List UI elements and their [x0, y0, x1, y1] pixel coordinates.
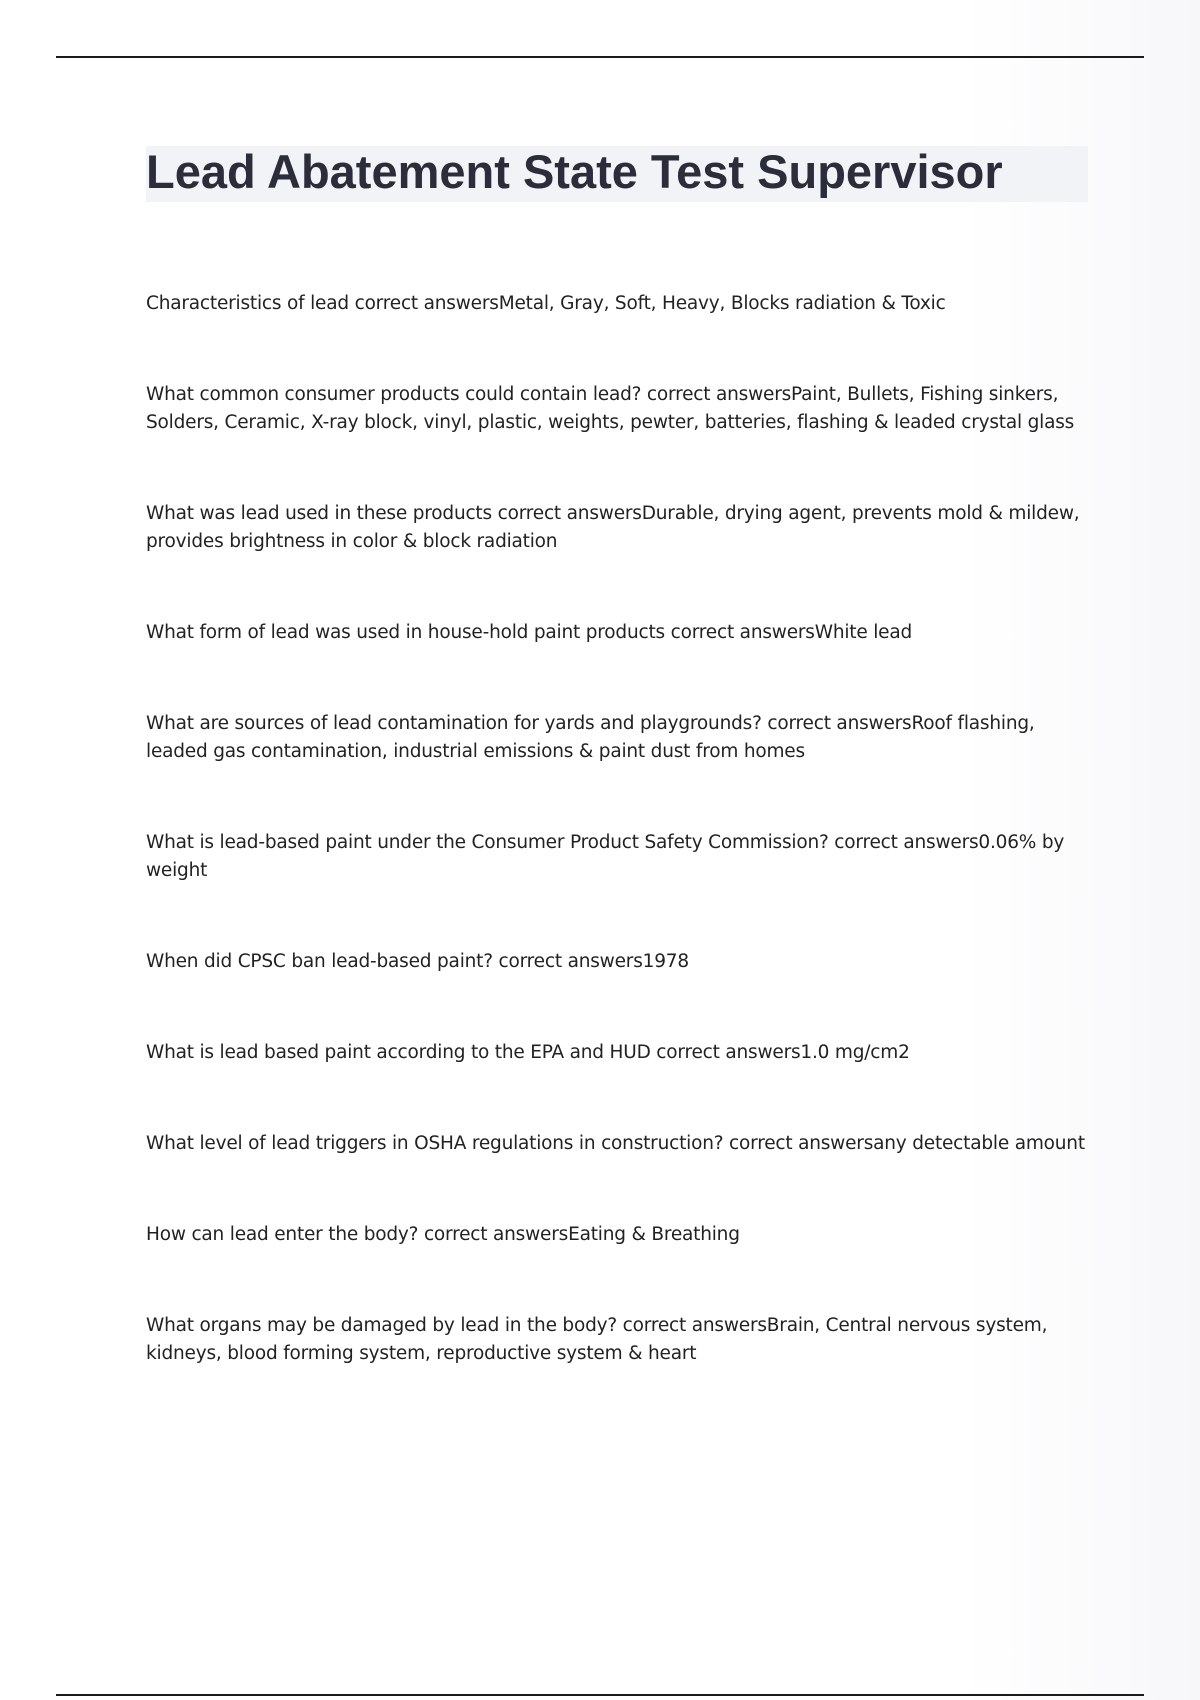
- qa-item: What form of lead was used in house-hold paint products correct answersWhite lead: [146, 622, 913, 643]
- qa-list: [146, 290, 1096, 1368]
- qa-item: What was lead used in these products correct answersDurable, drying agent, prevents mold & mildew, provides brightness in color & block radiation: [146, 503, 1080, 552]
- qa-item: What level of lead triggers in OSHA regulations in construction? correct answersany detectable amount: [146, 1133, 1085, 1154]
- qa-item: What common consumer products could contain lead? correct answersPaint, Bullets, Fishing sinkers, Solders, Ceramic, X-ray block, vinyl, plastic, weights, pewter, batteries, flashing & leaded crystal glass: [146, 384, 1075, 433]
- qa-item: How can lead enter the body? correct answersEating & Breathing: [146, 1224, 740, 1245]
- qa-item: What is lead based paint according to the EPA and HUD correct answers1.0 mg/cm2: [146, 1042, 910, 1063]
- qa-item: What is lead-based paint under the Consumer Product Safety Commission? correct answers0.06% by weight: [146, 832, 1065, 881]
- qa-item: Characteristics of lead correct answersMetal, Gray, Soft, Heavy, Blocks radiation & Toxic: [146, 293, 946, 314]
- qa-item: When did CPSC ban lead-based paint? correct answers1978: [146, 951, 689, 972]
- header-rule: [56, 56, 1144, 58]
- footer-rule: [56, 1694, 1144, 1696]
- qa-item: What organs may be damaged by lead in the body? correct answersBrain, Central nervous system, kidneys, blood forming system, reproductive system & heart: [146, 1315, 1048, 1364]
- qa-item: What are sources of lead contamination for yards and playgrounds? correct answersRoof flashing, leaded gas contamination, industrial emissions & paint dust from homes: [146, 713, 1035, 762]
- document-title: Lead Abatement State Test Supervisor: [146, 145, 1003, 198]
